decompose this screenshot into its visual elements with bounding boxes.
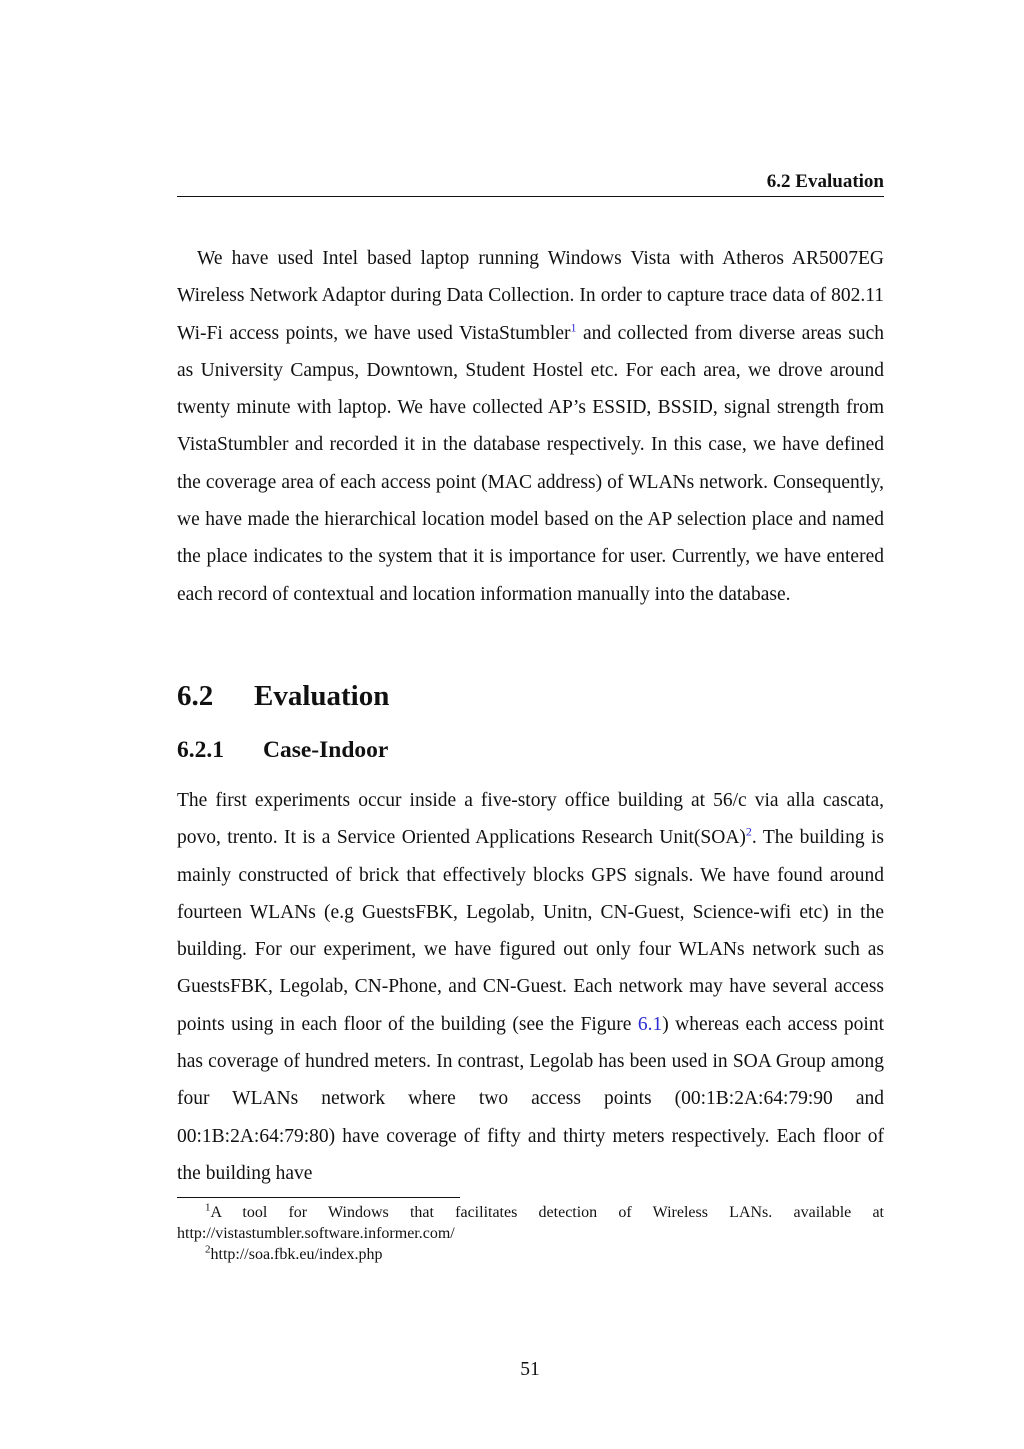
footnote-ref-2[interactable]: 2 [745, 824, 752, 839]
footnote-1-mark: 1 [205, 1201, 211, 1214]
subsection-number: 6.2.1 [177, 737, 224, 763]
footnote-2-mark: 2 [205, 1243, 211, 1256]
subsection-title: Case-Indoor [263, 737, 389, 763]
section-heading [177, 676, 389, 716]
footnote-1-text: A tool for Windows that facilitates detection of Wireless LANs. available at http://vistastumbler.software.informer.com/ [177, 1204, 884, 1242]
footnotes [177, 1202, 884, 1265]
section-title: Evaluation [254, 680, 390, 712]
footnote-1 [177, 1202, 884, 1244]
header-rule [177, 196, 884, 197]
case-paragraph-text-2: . The building is mainly constructed of brick that effectively blocks GPS signals. We have found around fourteen WLANs (e.g GuestsFBK, Legolab, Unitn, CN-Guest, Science-wifi etc) in the building. For our experiment, we have figured out only four WLANs network such as GuestsFBK, Legolab, CN-Phone, and CN-Guest. Each network may have several access points using in each floor of the building (see the Figure [177, 827, 884, 1035]
footnote-2 [177, 1244, 884, 1265]
footnote-rule [177, 1197, 460, 1198]
intro-paragraph-text-1: We have used Intel based laptop running Windows Vista with Atheros AR5007EG Wireless Network Adaptor during Data Collection. In order to capture trace data of 802.11 Wi-Fi access points, we have used VistaStumbler [177, 248, 884, 344]
section-number: 6.2 [177, 680, 214, 712]
footnote-ref-1[interactable]: 1 [570, 320, 577, 335]
page-number: 51 [520, 1359, 540, 1380]
case-indoor-paragraph [177, 782, 884, 1192]
case-paragraph-text-1: The first experiments occur inside a five-story office building at 56/c via alla cascata, povo, trento. It is a Service Oriented Applications Research Unit(SOA) [177, 790, 884, 849]
subsection-heading [177, 734, 388, 766]
footnote-2-text: http://soa.fbk.eu/index.php [210, 1246, 383, 1263]
running-header: 6.2 Evaluation [766, 171, 884, 192]
intro-paragraph [177, 240, 884, 613]
intro-paragraph-text-2: and collected from diverse areas such as University Campus, Downtown, Student Hostel etc. For each area, we drove around twenty minute with laptop. We have collected AP’s ESSID, BSSID, signal strength from VistaStumbler and recorded it in the database respectively. In this case, we have defined the coverage area of each access point (MAC address) of WLANs network. Consequently, we have made the hierarchical location model based on the AP selection place and named the place indicates to the system that it is importance for user. Currently, we have entered each record of contextual and location information manually into the database. [177, 322, 884, 605]
case-paragraph-text-3: ) whereas each access point has coverage of hundred meters. In contrast, Legolab has been used in SOA Group among four WLANs network where two access points (00:1B:2A:64:79:90 and 00:1B:2A:64:79:80) have coverage of fifty and thirty meters respectively. Each floor of the building have [177, 1013, 884, 1184]
figure-ref-link[interactable]: 6.1 [637, 1013, 663, 1035]
